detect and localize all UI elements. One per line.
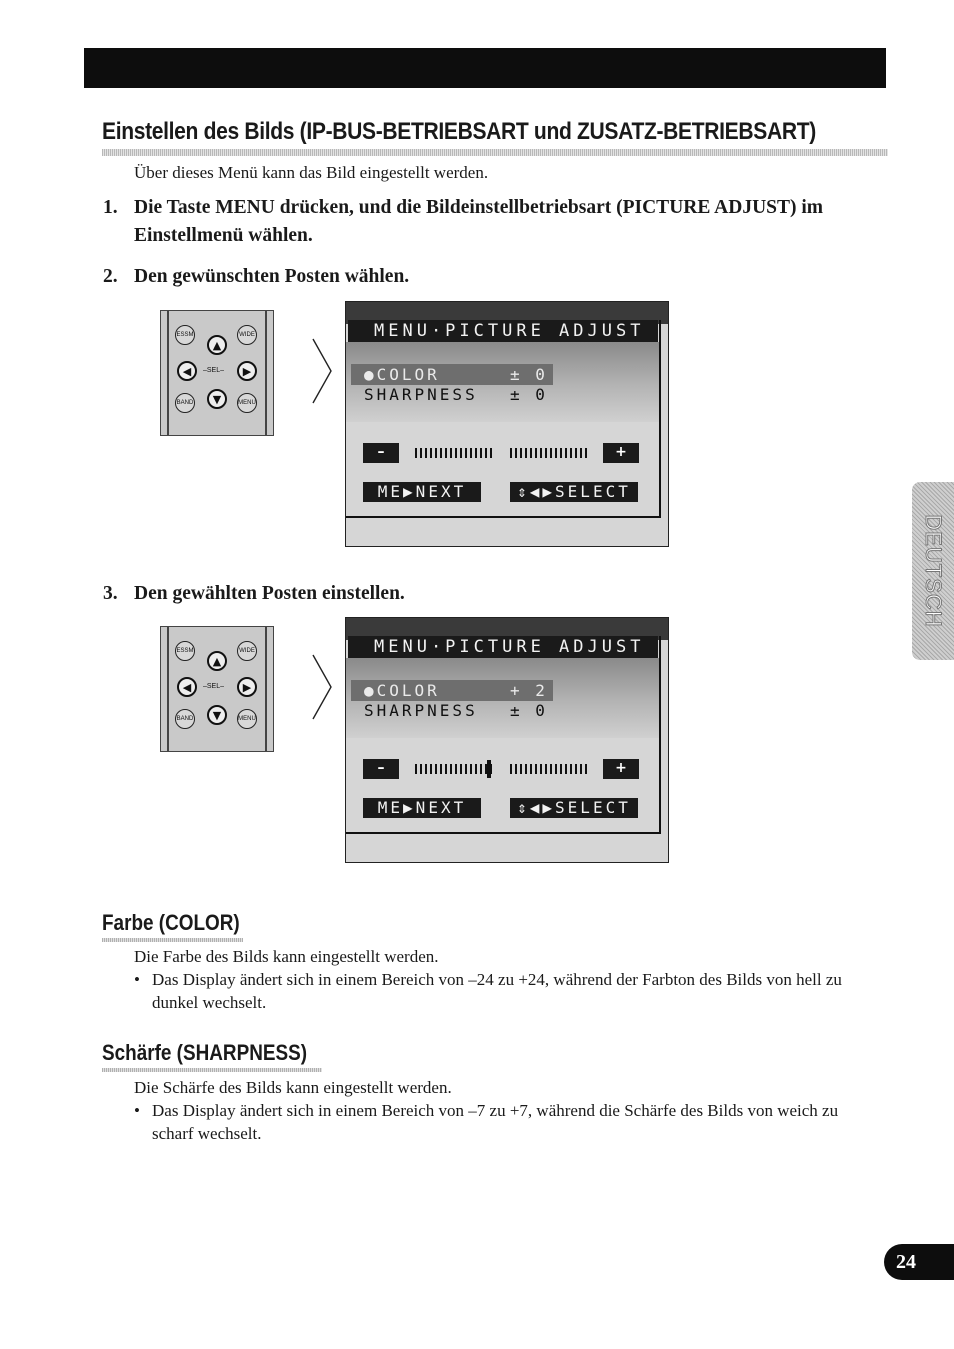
sel-label: –SEL– [203, 367, 225, 374]
next-label: ME▶NEXT [363, 798, 481, 818]
color-bullet-text: Das Display ändert sich in einem Bereich von –24 zu +24, während der Farbton des Bilds von hell zu dunkel wechselt. [152, 970, 842, 1012]
header-bar [84, 48, 886, 88]
sharpness-bullet-text: Das Display ändert sich in einem Bereich von –7 zu +7, während die Schärfe des Bilds von weich zu scharf wechselt. [152, 1101, 839, 1143]
down-arrow-icon: ▼ [207, 389, 227, 409]
pointer-arrow-icon [312, 654, 332, 720]
color-label: ●COLOR [364, 681, 440, 700]
sharpness-label: SHARPNESS [364, 385, 478, 404]
minus-icon: – [363, 759, 399, 779]
menu-button: MENU [237, 709, 257, 729]
band-button: BAND [175, 709, 195, 729]
essm-button: ESSM [175, 325, 195, 345]
color-row [364, 681, 548, 700]
color-row [364, 365, 548, 384]
left-arrow-icon: ◀ [177, 361, 197, 381]
picture-adjust-screen [345, 617, 669, 863]
sharpness-value: ± 0 [510, 701, 548, 720]
left-arrow-icon: ◀ [177, 677, 197, 697]
sharpness-row [364, 701, 548, 720]
step-number: 3. [103, 583, 118, 604]
level-cursor [487, 760, 491, 778]
step-text: Die Taste MENU drücken, und die Bildeinstellbetriebsart (PICTURE ADJUST) im Einstellmenü wählen. [134, 197, 824, 246]
step-number: 1. [103, 197, 118, 218]
color-body: Die Farbe des Bilds kann eingestellt werden. [134, 947, 439, 966]
color-value: ± 0 [510, 365, 548, 384]
sel-label: –SEL– [203, 683, 225, 690]
color-value: + 2 [510, 681, 548, 700]
step-number: 2. [103, 266, 118, 287]
plus-icon: + [603, 759, 639, 779]
sharpness-section-title: Schärfe (SHARPNESS) [102, 1040, 308, 1065]
sharpness-label: SHARPNESS [364, 701, 478, 720]
wide-button: WIDE [237, 325, 257, 345]
next-label: ME▶NEXT [363, 482, 481, 502]
down-arrow-icon: ▼ [207, 705, 227, 725]
right-arrow-icon: ▶ [237, 677, 257, 697]
up-arrow-icon: ▲ [207, 335, 227, 355]
color-section-title: Farbe (COLOR) [102, 910, 240, 935]
screen-title: MENU·PICTURE ADJUST [348, 320, 658, 342]
picture-adjust-screen [345, 301, 669, 547]
pointer-arrow-icon [312, 338, 332, 404]
band-button: BAND [175, 393, 195, 413]
up-arrow-icon: ▲ [207, 651, 227, 671]
intro-text: Über dieses Menü kann das Bild eingestellt werden. [134, 163, 489, 182]
wide-button: WIDE [237, 641, 257, 661]
section-title: Einstellen des Bilds (IP-BUS-BETRIEBSART und ZUSATZ-BETRIEBSART) [102, 118, 816, 145]
level-bar [363, 759, 646, 779]
level-bar [363, 443, 646, 463]
sharpness-title-underline [102, 1068, 322, 1072]
essm-button: ESSM [175, 641, 195, 661]
screen-title: MENU·PICTURE ADJUST [348, 636, 658, 658]
color-label: ●COLOR [364, 365, 440, 384]
page-number: 24 [884, 1244, 954, 1280]
menu-button: MENU [237, 393, 257, 413]
minus-icon: – [363, 443, 399, 463]
sharpness-value: ± 0 [510, 385, 548, 404]
select-label: ⇕◀▶SELECT [510, 482, 638, 502]
remote-control-illustration [160, 310, 274, 436]
language-tab-label: DEUTSCH [921, 514, 946, 628]
plus-icon: + [603, 443, 639, 463]
color-title-underline [102, 938, 243, 942]
title-underline [102, 149, 888, 156]
sharpness-row [364, 385, 548, 404]
select-label: ⇕◀▶SELECT [510, 798, 638, 818]
remote-control-illustration [160, 626, 274, 752]
step-text: Den gewünschten Posten wählen. [134, 266, 410, 287]
right-arrow-icon: ▶ [237, 361, 257, 381]
step-text: Den gewählten Posten einstellen. [134, 583, 405, 604]
sharpness-body: Die Schärfe des Bilds kann eingestellt werden. [134, 1078, 452, 1097]
